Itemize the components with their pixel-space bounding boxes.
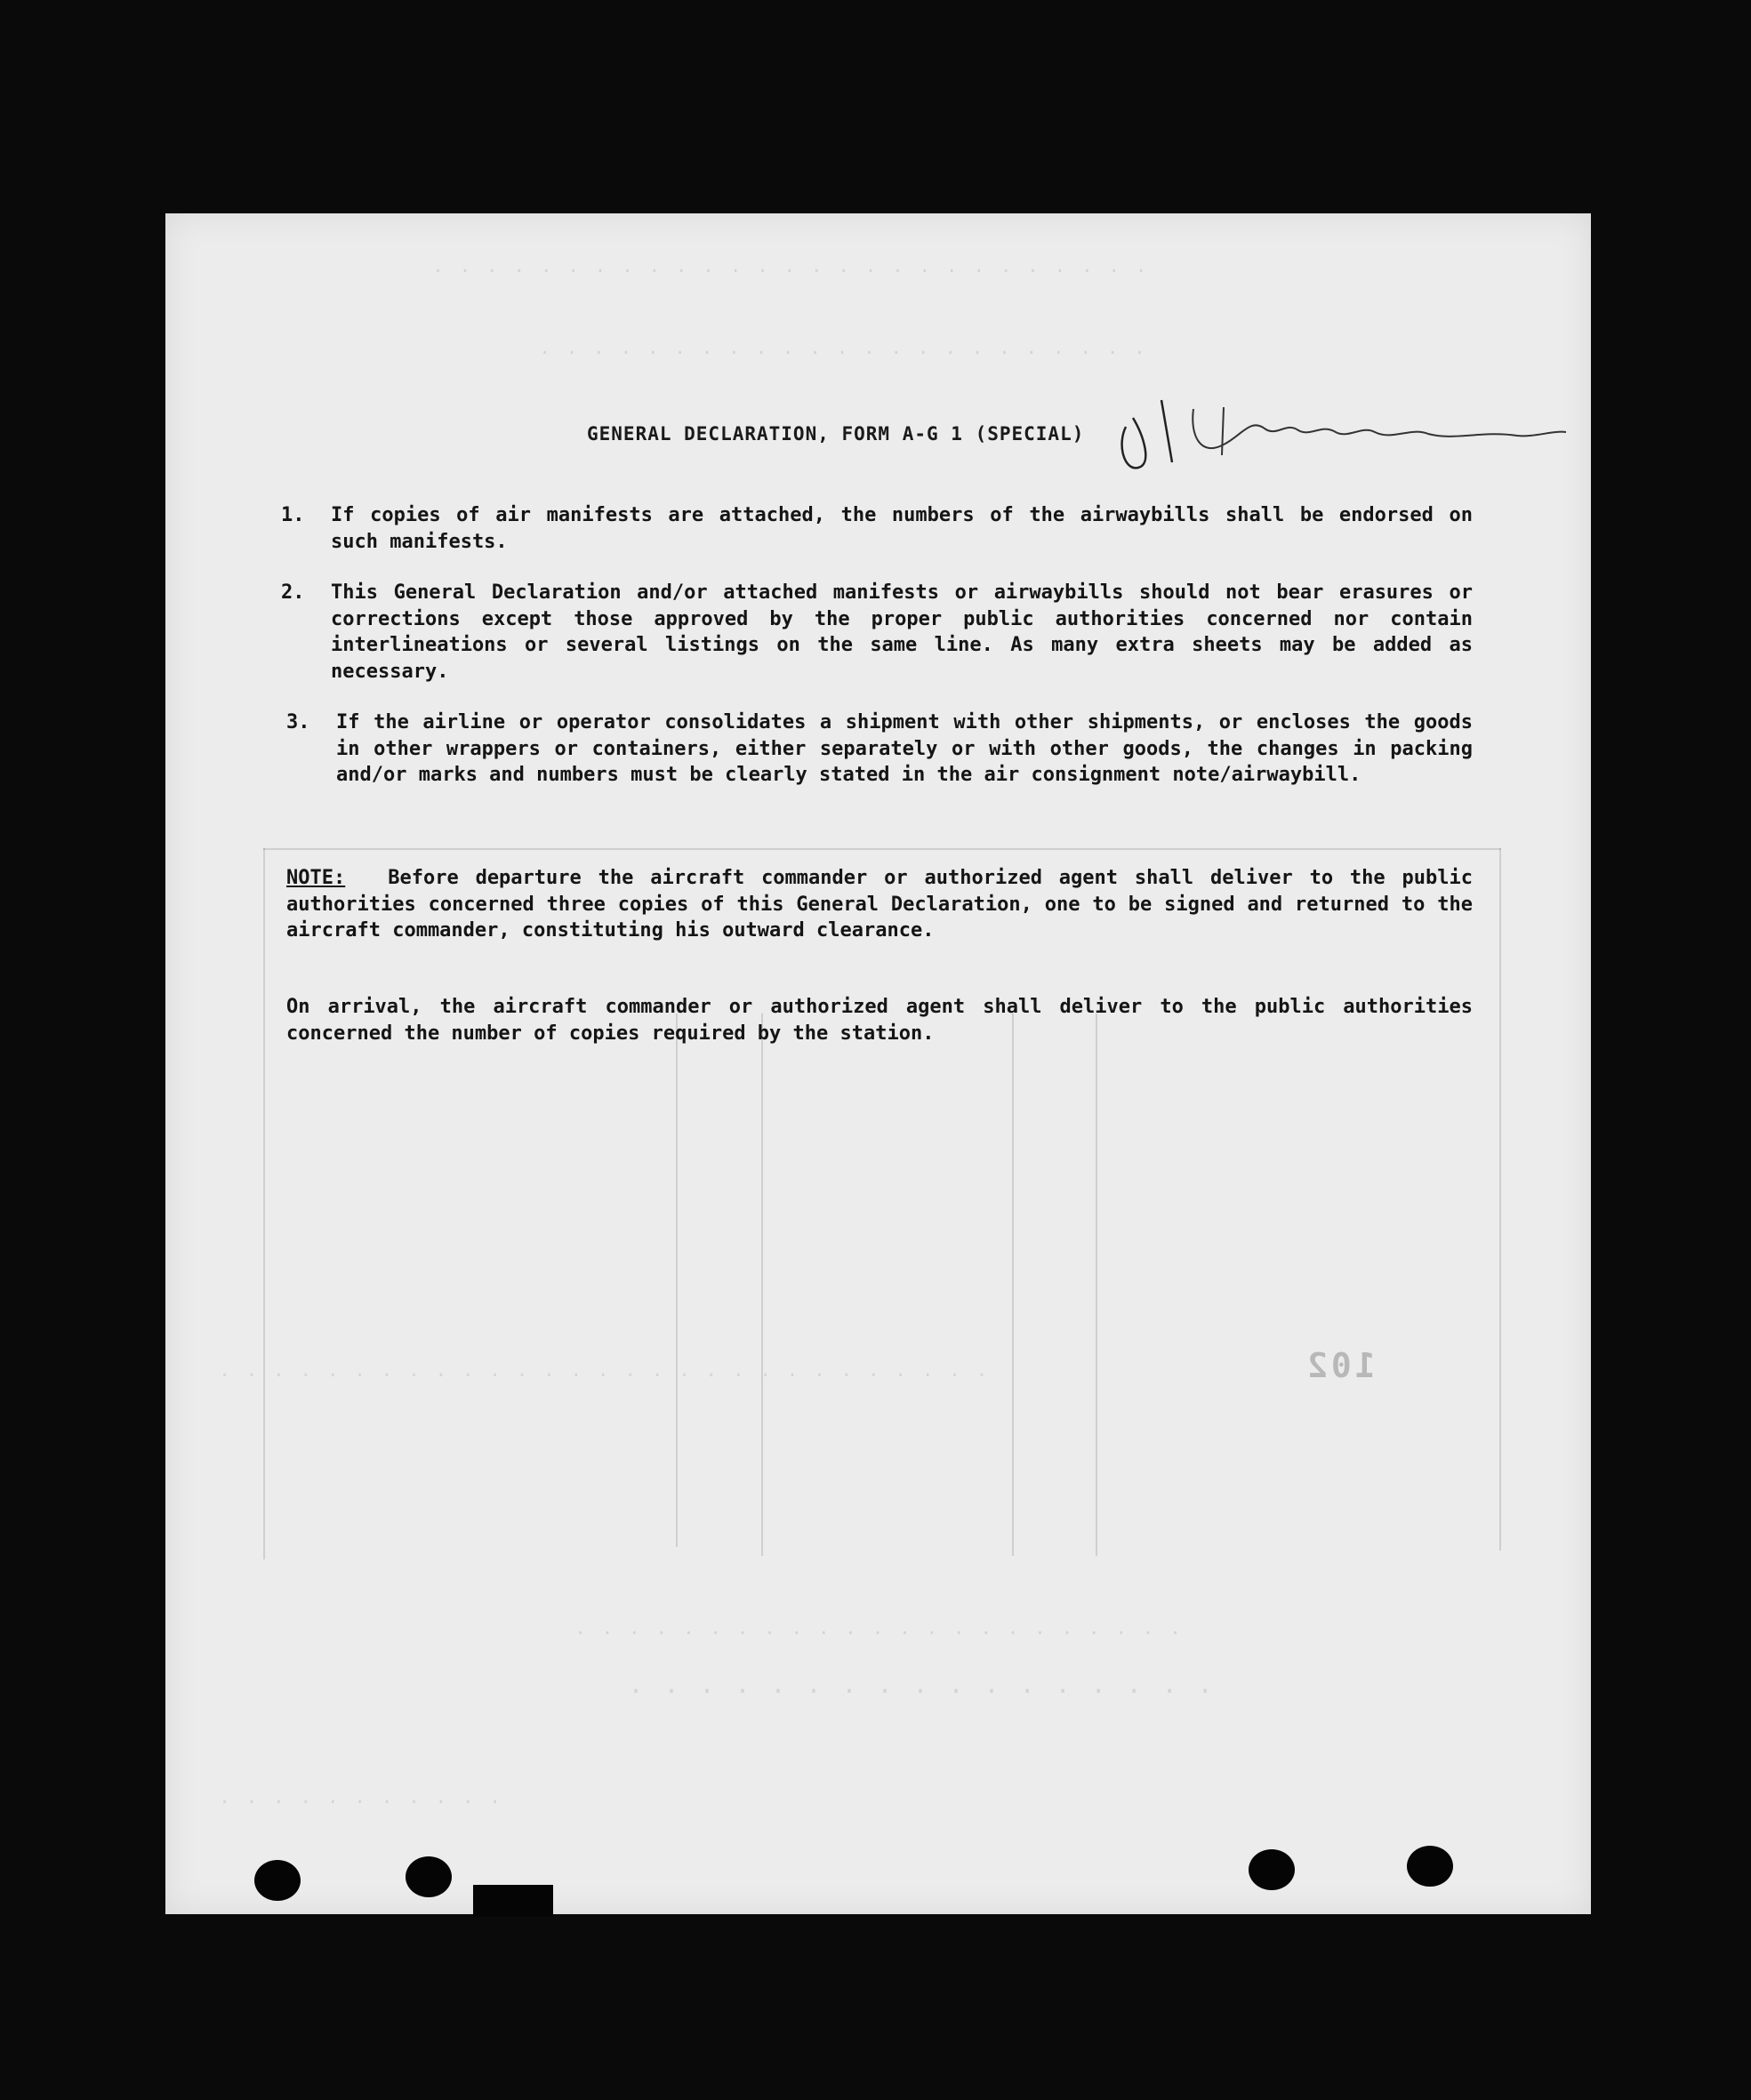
form-title: GENERAL DECLARATION, FORM A-G 1 (SPECIAL) [587,423,1085,445]
bleed-through-text: . . . . . . . . . . . . . . . . . . . . . . . . . . . [432,256,1149,278]
item-number: 1. [281,504,305,526]
punch-hole [1407,1846,1453,1887]
item-text: This General Declaration and/or attached manifests or airwaybills should not bear erasures or corrections except those approved by the proper public authorities concerned nor contain interlineations or several listings on the same line. As many extra sheets may be added as necessary. [331,581,1473,683]
item-text: If the airline or operator consolidates a shipment with other shipments, or encloses the goods in other wrappers or containers, either separately or with other goods, the changes in packing and/or marks and numbers must be clearly stated in the air consignment note/airwaybill. [336,711,1473,786]
bleed-through-text: . . . . . . . . . . . . . . . . . . . . . . . [574,1618,1184,1640]
bleed-through-text: . . . . . . . . . . . [219,1787,503,1809]
instruction-item-3 [281,709,1473,789]
note-paragraph [286,865,1473,944]
bleed-through-rule [1096,1014,1097,1556]
bleed-through-rule [676,1014,678,1547]
bleed-through-text: . . . . . . . . . . . . . . . . . . . . . . . [539,338,1148,360]
punch-hole [254,1860,301,1901]
bleed-through-rule [263,848,1501,850]
note-text: Before departure the aircraft commander or authorized agent shall deliver to the public authorities concerned three copies of this General Declaration, one to be signed and returned to the aircraft commander, constituting his outward clearance. [286,867,1473,942]
punch-hole [406,1856,452,1897]
instruction-item-2 [281,580,1473,685]
bleed-through-rule [761,1014,763,1556]
handwritten-signature [1108,382,1570,489]
arrival-paragraph: On arrival, the aircraft commander or authorized agent shall deliver to the public authorities concerned the number of copies required by the station. [286,996,1473,1045]
bleed-through-text: . . . . . . . . . . . . . . . . . . . . . . . . . . . . . [219,1360,990,1383]
instruction-item-1 [281,502,1473,555]
bleed-through-rule [263,848,265,1559]
punch-hole [1249,1849,1295,1890]
bleed-through-rule [1499,848,1501,1551]
item-number: 3. [286,711,310,733]
bleed-through-rule [1012,1014,1014,1556]
item-number: 2. [281,581,305,604]
item-text: If copies of air manifests are attached, the numbers of the airwaybills shall be endorsed on such manifests. [331,504,1473,553]
binding-tab [473,1885,553,1917]
document-page [165,213,1591,1914]
note-label: NOTE: [286,867,346,889]
bleed-through-stamp-number: 102 [1304,1346,1376,1385]
bleed-through-text: . . . . . . . . . . . . . . . . . [628,1671,1216,1702]
